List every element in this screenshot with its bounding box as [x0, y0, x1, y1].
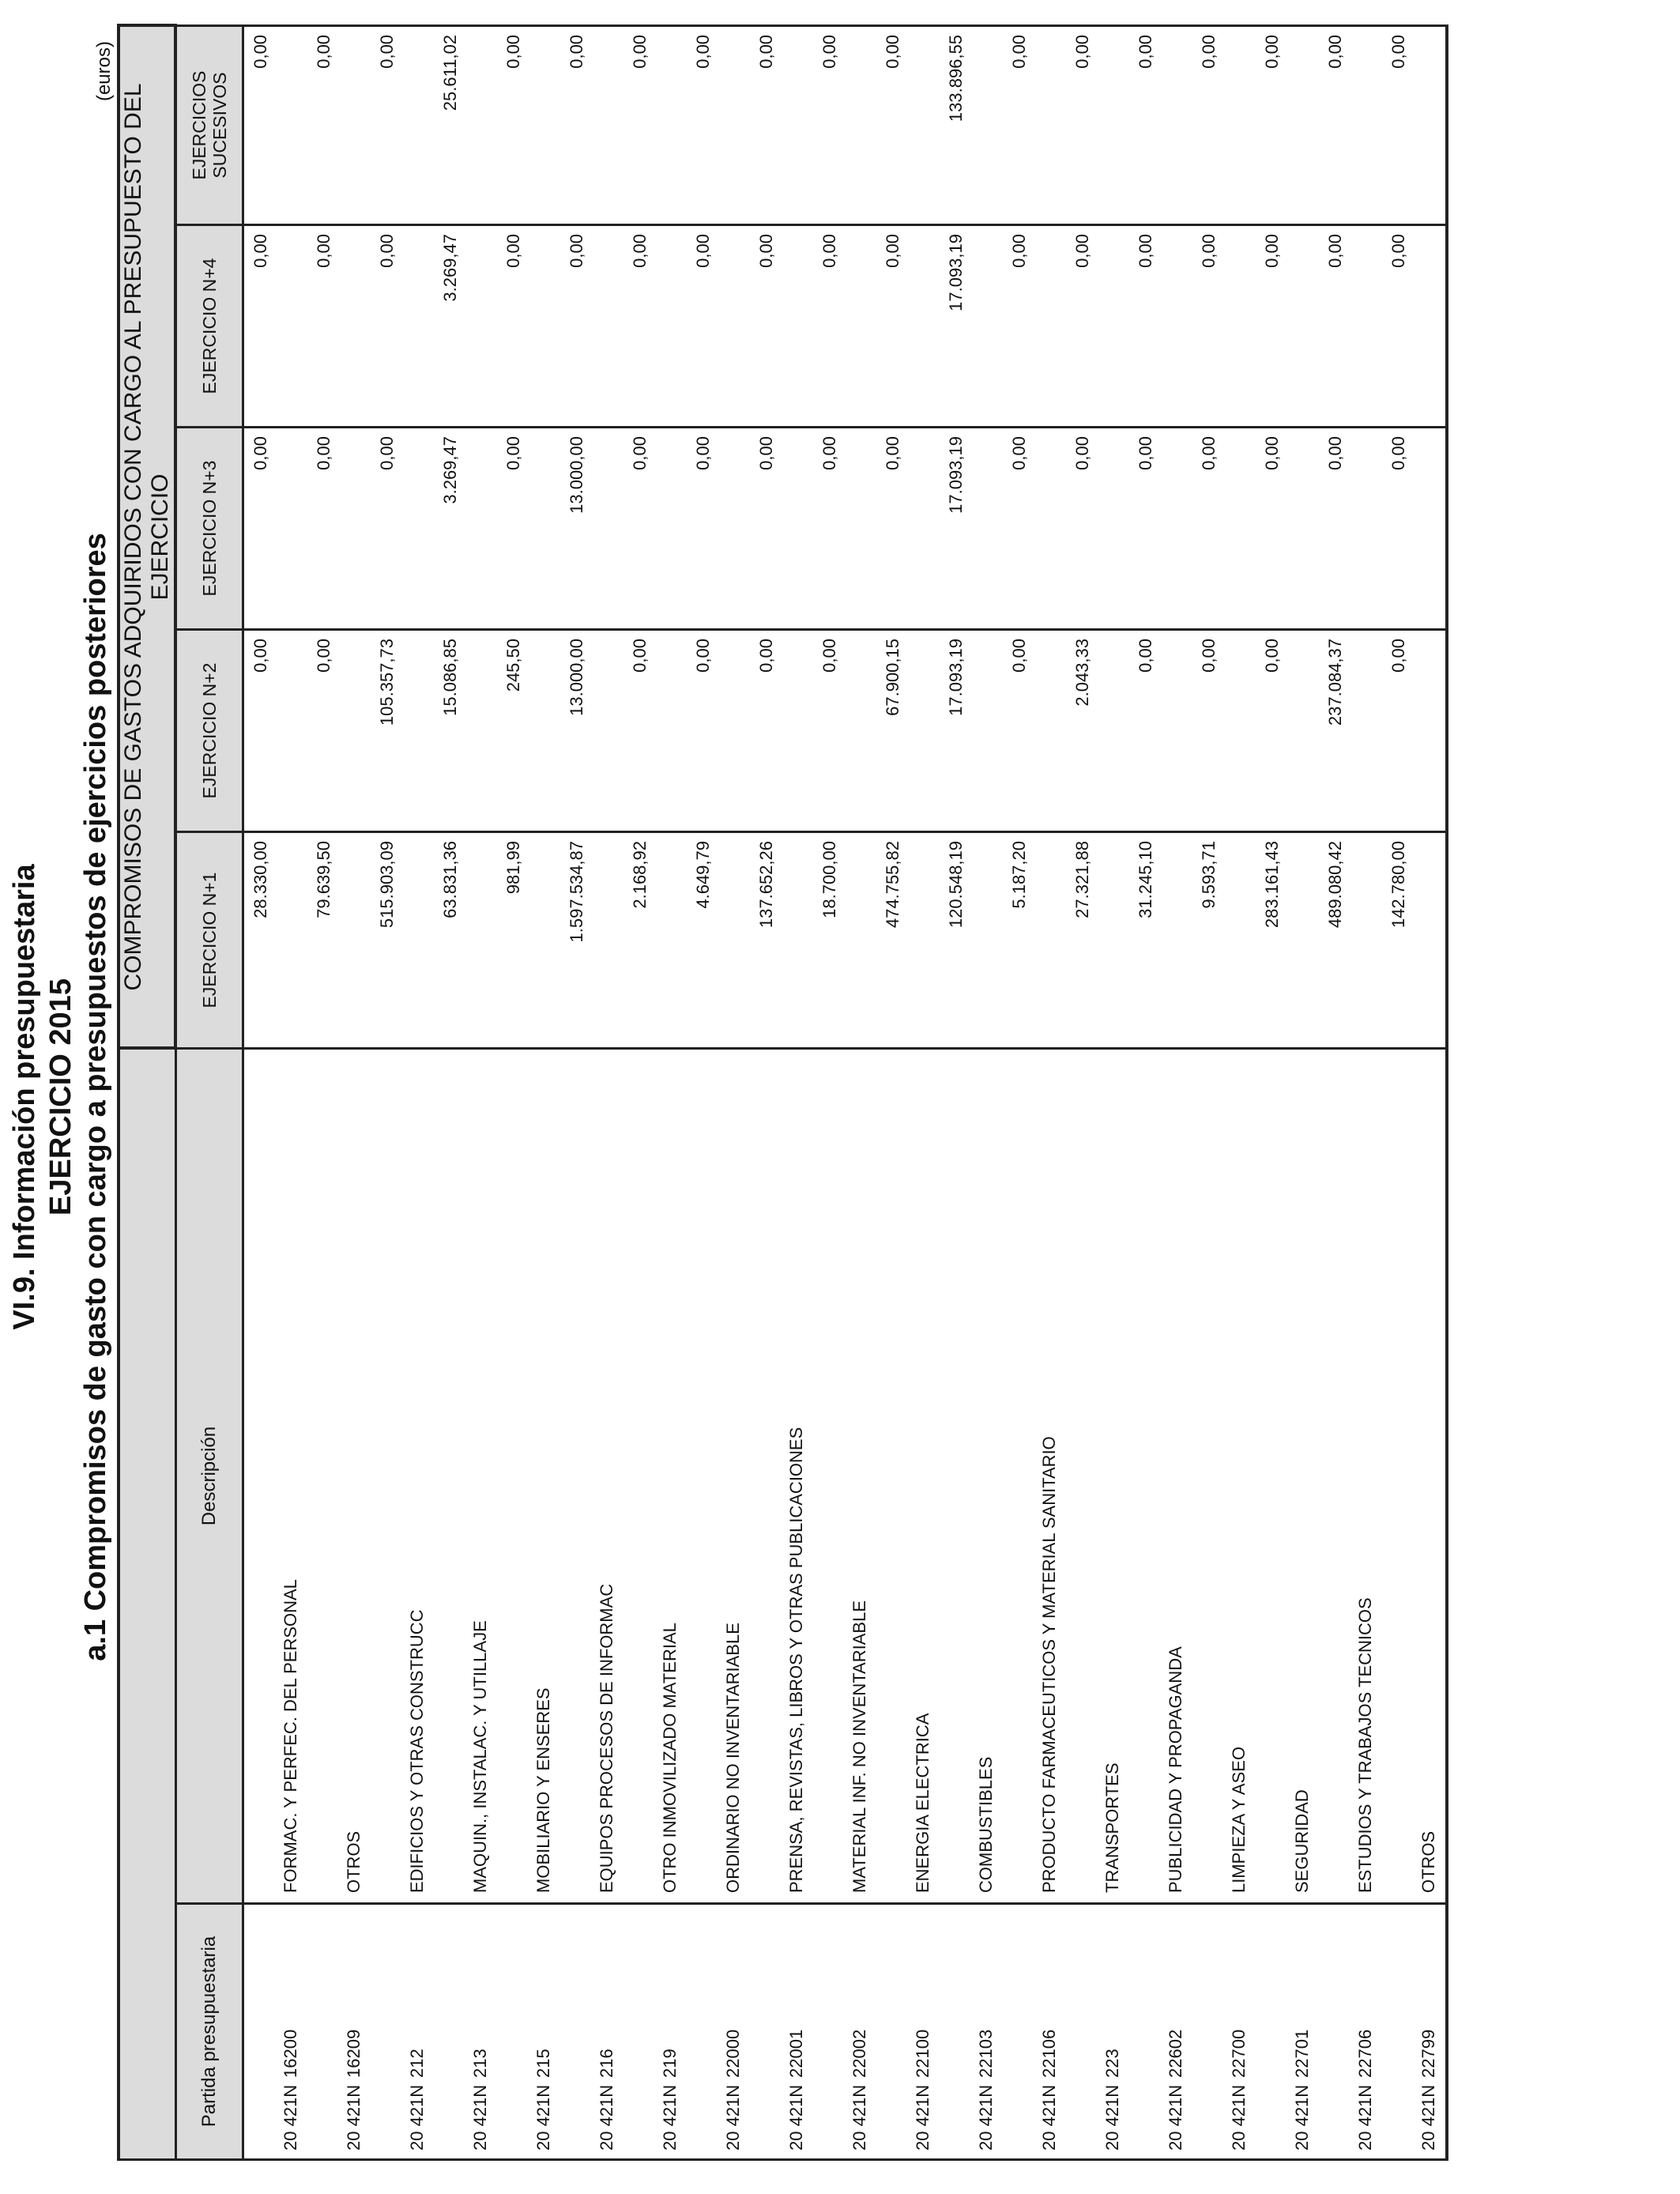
description-cell: ORDINARIO NO INVENTARIABLE [687, 1049, 750, 1904]
concept-code: 223 [1102, 2049, 1122, 2078]
description-cell: OTRO INMOVILIZADO MATERIAL [623, 1049, 687, 1904]
amount-n4-cell: 0,00 [1256, 225, 1319, 428]
table-row [687, 25, 750, 2159]
amount-n4-cell: 0,00 [750, 225, 813, 428]
commitments-table [117, 24, 1448, 2161]
concept-code: 215 [533, 2049, 553, 2078]
concept-code: 22106 [1039, 2029, 1059, 2078]
amount-n2-cell: 0,00 [750, 630, 813, 832]
amount-n3-cell: 0,00 [371, 428, 434, 630]
amount-n1-cell: 4.649,79 [687, 832, 750, 1049]
amount-n2-cell: 0,00 [687, 630, 750, 832]
table-row [1319, 25, 1382, 2159]
concept-code: 22103 [976, 2029, 996, 2078]
group-header: COMPROMISOS DE GASTOS ADQUIRIDOS CON CARGO AL PRESUPUESTO DEL EJERCICIO [119, 25, 175, 1048]
table-row [307, 25, 371, 2159]
amount-n2-cell: 0,00 [243, 630, 308, 832]
amount-suc-cell: 0,00 [623, 25, 687, 224]
program-code: 20 421N [533, 2084, 553, 2151]
program-code: 20 421N [976, 2084, 996, 2151]
amount-n4-cell: 0,00 [307, 225, 371, 428]
table-row [497, 25, 560, 2159]
program-code: 20 421N [470, 2084, 490, 2151]
partida-cell [434, 1904, 497, 2160]
description-cell: PRODUCTO FARMACEUTICOS Y MATERIAL SANITARIO [1003, 1049, 1066, 1904]
program-code: 20 421N [281, 2084, 300, 2151]
description-cell: PRENSA, REVISTAS, LIBROS Y OTRAS PUBLICACIONES [750, 1049, 813, 1904]
partida-cell [1192, 1904, 1256, 2160]
amount-n2-cell: 105.357,73 [371, 630, 434, 832]
concept-code: 16209 [344, 2029, 363, 2078]
description-cell: ESTUDIOS Y TRABAJOS TECNICOS [1319, 1049, 1382, 1904]
amount-n1-cell: 981,99 [497, 832, 560, 1049]
amount-n4-cell: 0,00 [1066, 225, 1129, 428]
amount-suc-cell: 0,00 [307, 25, 371, 224]
concept-code: 22000 [723, 2029, 743, 2078]
amount-n1-cell: 2.168,92 [623, 832, 687, 1049]
program-code: 20 421N [660, 2084, 680, 2151]
partida-cell [1129, 1904, 1192, 2160]
page-subtitle-year: EJERCICIO 2015 [44, 978, 77, 1216]
amount-suc-cell: 0,00 [813, 25, 876, 224]
description-cell: FORMAC. Y PERFEC. DEL PERSONAL [243, 1049, 308, 1904]
amount-n1-cell: 31.245,10 [1129, 832, 1192, 1049]
column-header-n2: EJERCICIO N+2 [175, 630, 243, 832]
description-cell: MAQUIN., INSTALAC. Y UTILLAJE [434, 1049, 497, 1904]
amount-n2-cell: 237.084,37 [1319, 630, 1382, 832]
partida-cell [687, 1904, 750, 2160]
amount-n1-cell: 489.080,42 [1319, 832, 1382, 1049]
table-row [876, 25, 940, 2159]
amount-n4-cell: 0,00 [560, 225, 623, 428]
amount-n4-cell: 0,00 [687, 225, 750, 428]
program-code: 20 421N [1355, 2084, 1375, 2151]
description-cell: OTROS [1382, 1049, 1447, 1904]
amount-n3-cell: 0,00 [497, 428, 560, 630]
amount-n3-cell: 0,00 [1129, 428, 1192, 630]
concept-code: 16200 [281, 2029, 300, 2078]
program-code: 20 421N [1102, 2084, 1122, 2151]
description-cell: SEGURIDAD [1256, 1049, 1319, 1904]
partida-cell [1382, 1904, 1447, 2160]
amount-suc-cell: 0,00 [687, 25, 750, 224]
amount-n1-cell: 18.700,00 [813, 832, 876, 1049]
amount-n2-cell: 0,00 [1382, 630, 1447, 832]
amount-n3-cell: 0,00 [1256, 428, 1319, 630]
amount-n3-cell: 0,00 [307, 428, 371, 630]
table-row [371, 25, 434, 2159]
column-header-sucesivos: EJERCICIOS SUCESIVOS [175, 25, 243, 224]
amount-n3-cell: 0,00 [1192, 428, 1256, 630]
program-code: 20 421N [407, 2084, 427, 2151]
amount-n1-cell: 283.161,43 [1256, 832, 1319, 1049]
amount-n3-cell: 0,00 [876, 428, 940, 630]
amount-n1-cell: 79.639,50 [307, 832, 371, 1049]
amount-n4-cell: 0,00 [371, 225, 434, 428]
description-cell: MOBILIARIO Y ENSERES [497, 1049, 560, 1904]
amount-suc-cell: 0,00 [1192, 25, 1256, 224]
amount-suc-cell: 0,00 [1003, 25, 1066, 224]
concept-code: 22701 [1292, 2029, 1312, 2078]
table-row [1003, 25, 1066, 2159]
description-cell: ENERGIA ELECTRICA [876, 1049, 940, 1904]
amount-n1-cell: 137.652,26 [750, 832, 813, 1049]
amount-n2-cell: 67.900,15 [876, 630, 940, 832]
concept-code: 22602 [1166, 2029, 1185, 2078]
description-cell: LIMPIEZA Y ASEO [1192, 1049, 1256, 1904]
amount-n3-cell: 0,00 [1003, 428, 1066, 630]
column-header-n1: EJERCICIO N+1 [175, 832, 243, 1049]
program-code: 20 421N [344, 2084, 363, 2151]
program-code: 20 421N [849, 2084, 869, 2151]
partida-cell [560, 1904, 623, 2160]
program-code: 20 421N [1292, 2084, 1312, 2151]
table-row [1192, 25, 1256, 2159]
description-cell: EDIFICIOS Y OTRAS CONSTRUCC [371, 1049, 434, 1904]
partida-cell [1003, 1904, 1066, 2160]
partida-cell [497, 1904, 560, 2160]
amount-suc-cell: 0,00 [497, 25, 560, 224]
amount-n3-cell: 0,00 [243, 428, 308, 630]
amount-n4-cell: 0,00 [1129, 225, 1192, 428]
amount-n4-cell: 0,00 [623, 225, 687, 428]
partida-cell [940, 1904, 1003, 2160]
concept-code: 22706 [1355, 2029, 1375, 2078]
partida-cell [1066, 1904, 1129, 2160]
amount-suc-cell: 0,00 [371, 25, 434, 224]
page-title: VI.9. Información presupuestaria [8, 864, 41, 1330]
concept-code: 22700 [1229, 2029, 1249, 2078]
table-row [243, 25, 308, 2159]
amount-n1-cell: 474.755,82 [876, 832, 940, 1049]
table-row [1382, 25, 1447, 2159]
concept-code: 22799 [1418, 2029, 1438, 2078]
program-code: 20 421N [786, 2084, 806, 2151]
amount-n3-cell: 0,00 [623, 428, 687, 630]
concept-code: 22100 [913, 2029, 932, 2078]
table-row [1066, 25, 1129, 2159]
concept-code: 212 [407, 2049, 427, 2078]
partida-cell [1256, 1904, 1319, 2160]
amount-n2-cell: 2.043,33 [1066, 630, 1129, 832]
amount-n2-cell: 15.086,85 [434, 630, 497, 832]
amount-n1-cell: 120.548,19 [940, 832, 1003, 1049]
program-code: 20 421N [1166, 2084, 1185, 2151]
table-row [813, 25, 876, 2159]
description-cell: EQUIPOS PROCESOS DE INFORMAC [560, 1049, 623, 1904]
amount-n1-cell: 27.321,88 [1066, 832, 1129, 1049]
column-header-n3: EJERCICIO N+3 [175, 428, 243, 630]
partida-cell [623, 1904, 687, 2160]
program-code: 20 421N [1039, 2084, 1059, 2151]
table-row [940, 25, 1003, 2159]
column-header-descripcion: Descripción [175, 1049, 243, 1904]
description-cell: PUBLICIDAD Y PROPAGANDA [1129, 1049, 1192, 1904]
amount-n4-cell: 0,00 [497, 225, 560, 428]
amount-n3-cell: 0,00 [813, 428, 876, 630]
amount-n1-cell: 515.903,09 [371, 832, 434, 1049]
partida-cell [243, 1904, 308, 2160]
amount-suc-cell: 133.896,55 [940, 25, 1003, 224]
amount-n2-cell: 13.000,00 [560, 630, 623, 832]
amount-n2-cell: 0,00 [307, 630, 371, 832]
amount-n1-cell: 63.831,36 [434, 832, 497, 1049]
amount-n3-cell: 0,00 [1319, 428, 1382, 630]
amount-n3-cell: 0,00 [750, 428, 813, 630]
amount-n4-cell: 0,00 [243, 225, 308, 428]
partida-cell [813, 1904, 876, 2160]
amount-suc-cell: 0,00 [1066, 25, 1129, 224]
amount-n4-cell: 0,00 [1382, 225, 1447, 428]
column-header-n4: EJERCICIO N+4 [175, 225, 243, 428]
partida-cell [750, 1904, 813, 2160]
amount-n1-cell: 9.593,71 [1192, 832, 1256, 1049]
amount-suc-cell: 25.611,02 [434, 25, 497, 224]
concept-code: 219 [660, 2049, 680, 2078]
amount-suc-cell: 0,00 [1382, 25, 1447, 224]
amount-suc-cell: 0,00 [1129, 25, 1192, 224]
program-code: 20 421N [597, 2084, 616, 2151]
program-code: 20 421N [1418, 2084, 1438, 2151]
column-header-partida: Partida presupuestaria [175, 1904, 243, 2160]
program-code: 20 421N [913, 2084, 932, 2151]
concept-code: 216 [597, 2049, 616, 2078]
amount-suc-cell: 0,00 [750, 25, 813, 224]
amount-n2-cell: 17.093,19 [940, 630, 1003, 832]
concept-code: 22001 [786, 2029, 806, 2078]
amount-n2-cell: 0,00 [623, 630, 687, 832]
description-cell: COMBUSTIBLES [940, 1049, 1003, 1904]
header-blank [119, 1049, 175, 2160]
amount-suc-cell: 0,00 [560, 25, 623, 224]
description-cell: MATERIAL INF. NO INVENTARIABLE [813, 1049, 876, 1904]
amount-n3-cell: 13.000,00 [560, 428, 623, 630]
description-cell: OTROS [307, 1049, 371, 1904]
amount-suc-cell: 0,00 [876, 25, 940, 224]
amount-n4-cell: 0,00 [813, 225, 876, 428]
amount-n2-cell: 0,00 [1129, 630, 1192, 832]
amount-n1-cell: 142.780,00 [1382, 832, 1447, 1049]
amount-suc-cell: 0,00 [1256, 25, 1319, 224]
table-row [623, 25, 687, 2159]
amount-suc-cell: 0,00 [243, 25, 308, 224]
table-row [1129, 25, 1192, 2159]
amount-n4-cell: 0,00 [1192, 225, 1256, 428]
program-code: 20 421N [723, 2084, 743, 2151]
concept-code: 22002 [849, 2029, 869, 2078]
amount-n1-cell: 1.597.534,87 [560, 832, 623, 1049]
amount-n3-cell: 0,00 [1382, 428, 1447, 630]
amount-n4-cell: 0,00 [876, 225, 940, 428]
amount-n3-cell: 0,00 [687, 428, 750, 630]
description-cell: TRANSPORTES [1066, 1049, 1129, 1904]
units-label: (euros) [93, 41, 115, 102]
amount-n2-cell: 0,00 [1003, 630, 1066, 832]
amount-n4-cell: 0,00 [1003, 225, 1066, 428]
amount-suc-cell: 0,00 [1319, 25, 1382, 224]
amount-n2-cell: 0,00 [1256, 630, 1319, 832]
partida-cell [307, 1904, 371, 2160]
table-row [560, 25, 623, 2159]
amount-n3-cell: 3.269,47 [434, 428, 497, 630]
amount-n2-cell: 0,00 [813, 630, 876, 832]
amount-n4-cell: 0,00 [1319, 225, 1382, 428]
table-row [434, 25, 497, 2159]
table-row [750, 25, 813, 2159]
amount-n1-cell: 28.330,00 [243, 832, 308, 1049]
partida-cell [876, 1904, 940, 2160]
amount-n4-cell: 3.269,47 [434, 225, 497, 428]
amount-n4-cell: 17.093,19 [940, 225, 1003, 428]
amount-n2-cell: 245,50 [497, 630, 560, 832]
section-title: a.1 Compromisos de gasto con cargo a presupuestos de ejercicios posteriores [79, 533, 112, 1661]
amount-n3-cell: 0,00 [1066, 428, 1129, 630]
partida-cell [1319, 1904, 1382, 2160]
concept-code: 213 [470, 2049, 490, 2078]
amount-n3-cell: 17.093,19 [940, 428, 1003, 630]
amount-n1-cell: 5.187,20 [1003, 832, 1066, 1049]
table-row [1256, 25, 1319, 2159]
program-code: 20 421N [1229, 2084, 1249, 2151]
partida-cell [371, 1904, 434, 2160]
amount-n2-cell: 0,00 [1192, 630, 1256, 832]
table-body [243, 25, 1448, 2159]
